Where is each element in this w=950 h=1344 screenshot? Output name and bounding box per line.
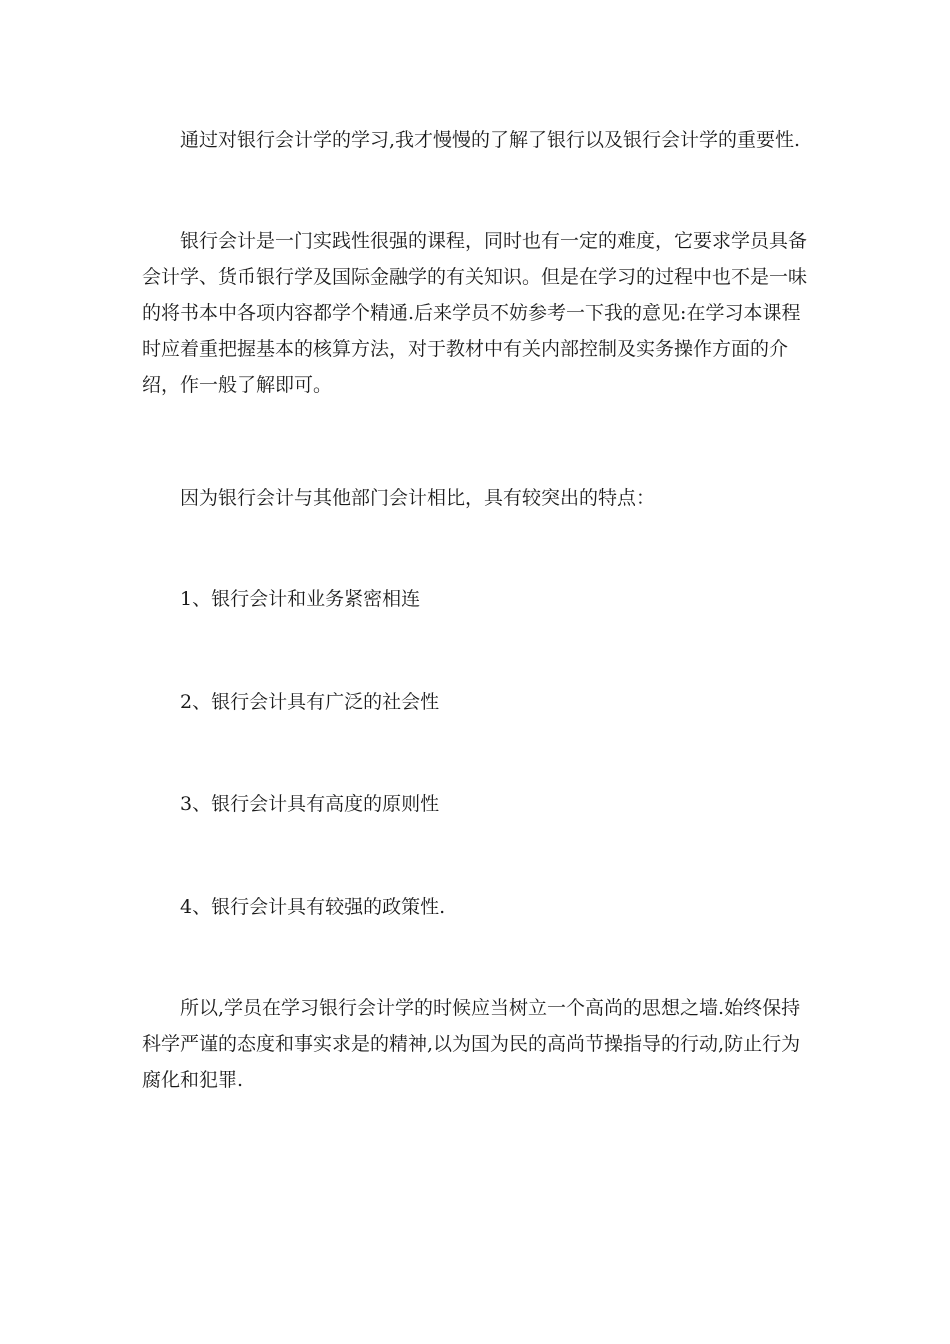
list-item-feature-2: 2、银行会计具有广泛的社会性 bbox=[180, 691, 440, 713]
paragraph-features-lead: 因为银行会计与其他部门会计相比，具有较突出的特点： bbox=[180, 487, 656, 509]
paragraph-intro: 通过对银行会计学的学习,我才慢慢的了解了银行以及银行会计学的重要性. bbox=[180, 129, 801, 151]
list-item-feature-1: 1、银行会计和业务紧密相连 bbox=[180, 588, 421, 610]
paragraph-course-description: 银行会计是一门实践性很强的课程，同时也有一定的难度，它要求学员具备会计学、货币银行学及国际金融学的有关知识。但是在学习的过程中也不是一味的将书本中各项内容都学个精通.后来学员不妨参考一下我的意见:在学习本课程时应着重把握基本的核算方法，对于教材中有关内部控制及实务操作方面的介绍，作一般了解即可。 bbox=[142, 230, 808, 396]
list-item-feature-4: 4、银行会计具有较强的政策性. bbox=[180, 896, 446, 918]
paragraph-conclusion: 所以,学员在学习银行会计学的时候应当树立一个高尚的思想之墙.始终保持科学严谨的态度和事实求是的精神,以为国为民的高尚节操指导的行动,防止行为腐化和犯罪. bbox=[142, 997, 801, 1091]
list-item-feature-3: 3、银行会计具有高度的原则性 bbox=[180, 793, 440, 815]
